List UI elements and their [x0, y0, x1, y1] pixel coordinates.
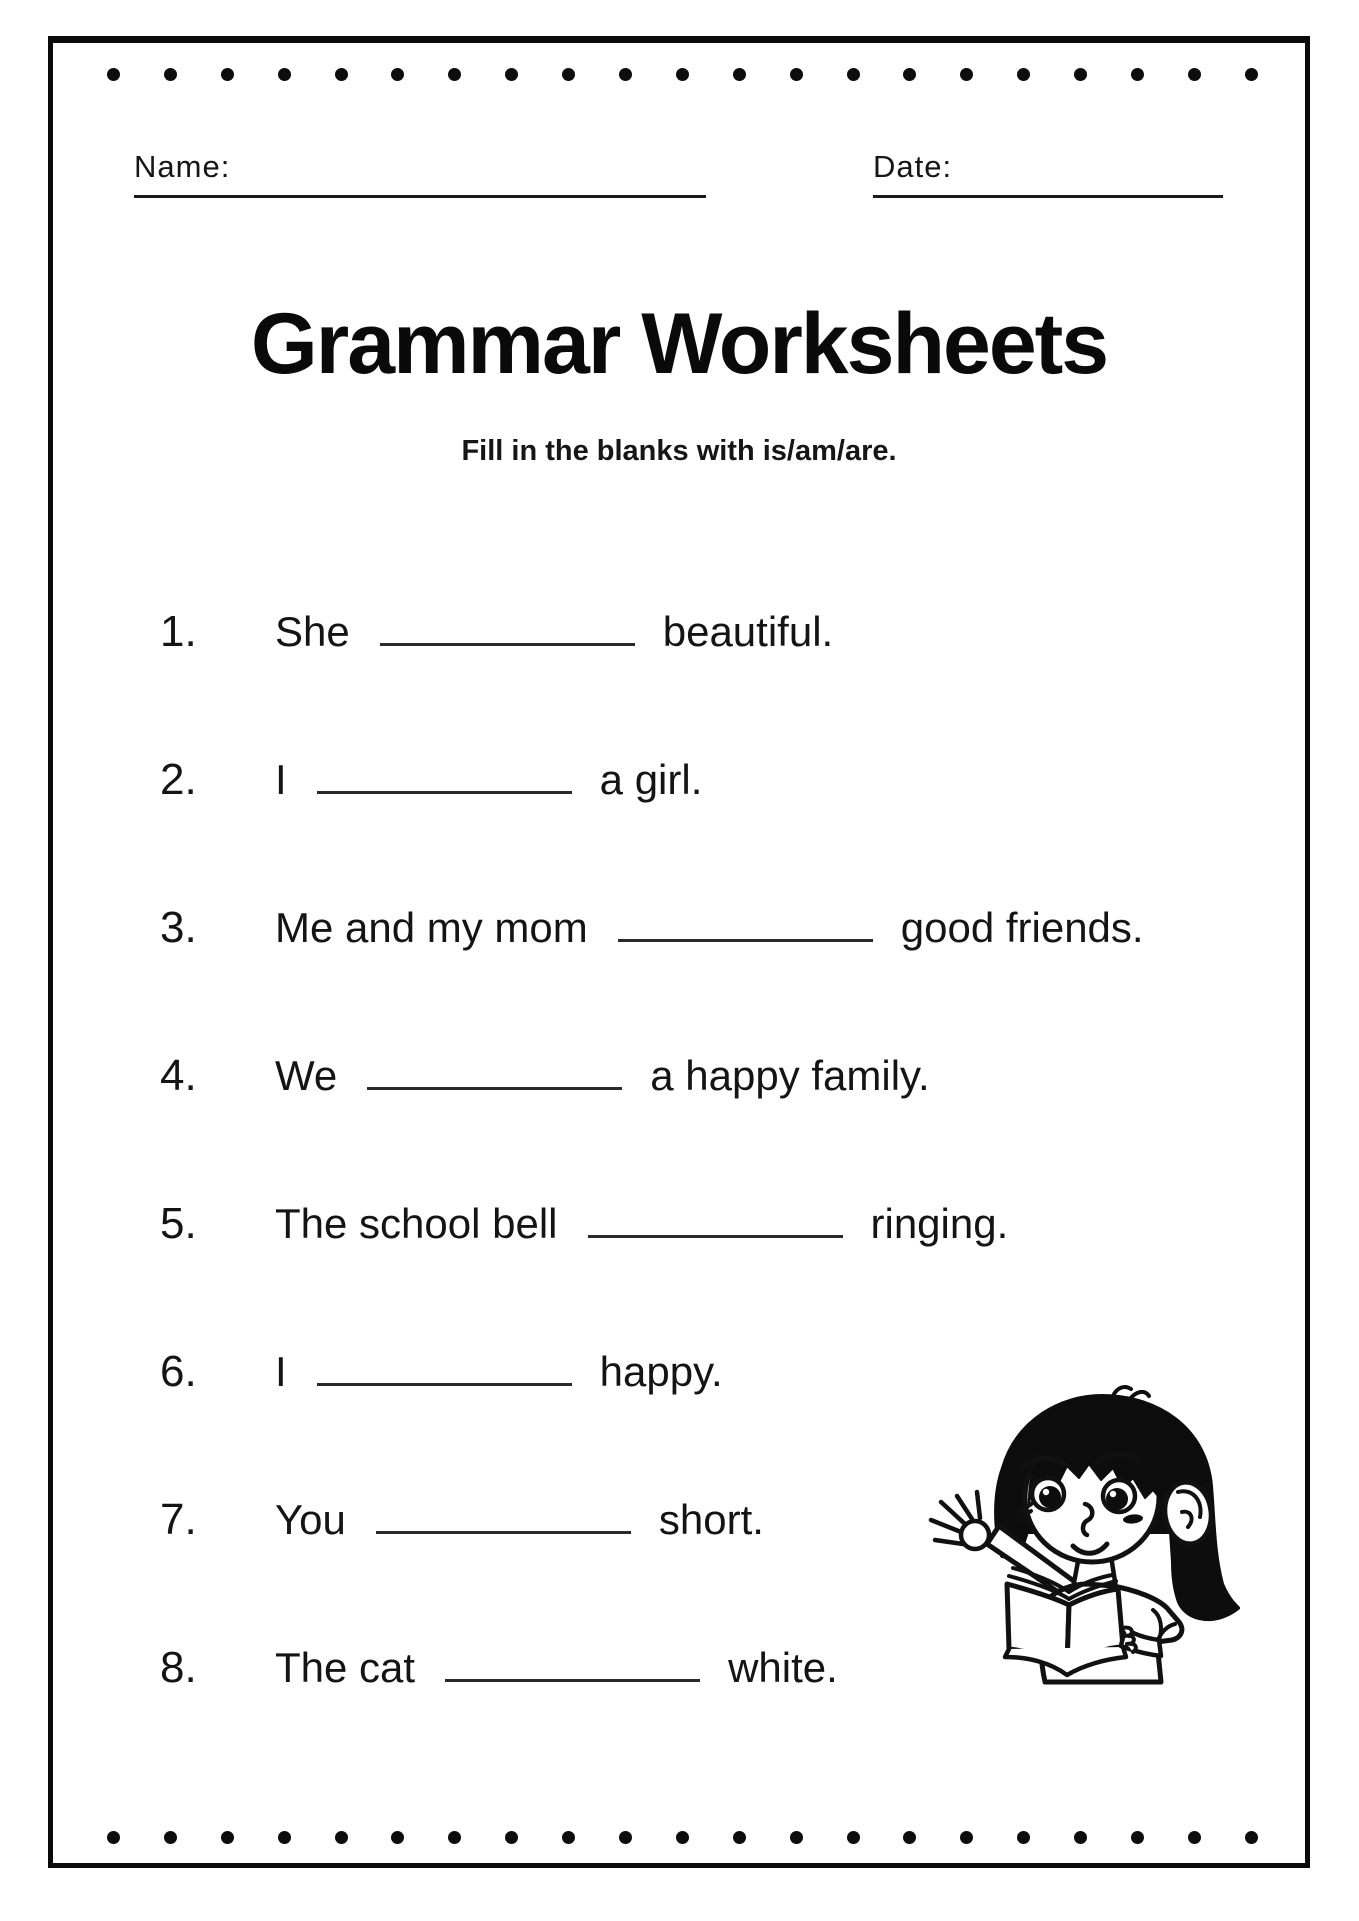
decorative-dot — [1245, 68, 1258, 81]
decorative-dot — [1017, 68, 1030, 81]
question-text: She beautiful. — [275, 608, 834, 655]
question-row — [53, 1196, 1285, 1254]
answer-blank[interactable] — [445, 1645, 700, 1682]
decorative-dot — [221, 1831, 234, 1844]
question-number: 7. — [160, 1495, 197, 1544]
decorative-dot — [164, 1831, 177, 1844]
answer-blank[interactable] — [618, 905, 873, 942]
worksheet-border — [48, 36, 1310, 1868]
question-row — [53, 752, 1285, 810]
name-line[interactable] — [134, 195, 706, 198]
question-number: 4. — [160, 1051, 197, 1100]
question-text: I a girl. — [275, 756, 703, 803]
decorative-dot — [562, 68, 575, 81]
question-text: The school bell ringing. — [275, 1200, 1009, 1247]
decorative-dot — [107, 1831, 120, 1844]
decorative-dot — [733, 68, 746, 81]
decorative-dot — [903, 1831, 916, 1844]
decorative-dots-bottom — [107, 1831, 1258, 1844]
decorative-dot — [790, 1831, 803, 1844]
girl-reading-illustration — [917, 1384, 1247, 1714]
decorative-dot — [847, 1831, 860, 1844]
name-label: Name: — [134, 149, 231, 184]
decorative-dot — [847, 68, 860, 81]
answer-blank[interactable] — [588, 1201, 843, 1238]
question-text: The cat white. — [275, 1644, 838, 1691]
question-row — [53, 1048, 1285, 1106]
decorative-dot — [391, 1831, 404, 1844]
decorative-dot — [733, 1831, 746, 1844]
decorative-dot — [562, 1831, 575, 1844]
answer-blank[interactable] — [317, 757, 572, 794]
question-text: Me and my mom good friends. — [275, 904, 1144, 951]
decorative-dot — [1074, 1831, 1087, 1844]
question-row — [53, 900, 1285, 958]
decorative-dot — [391, 68, 404, 81]
decorative-dot — [448, 1831, 461, 1844]
decorative-dot — [790, 68, 803, 81]
decorative-dot — [1188, 68, 1201, 81]
decorative-dot — [335, 68, 348, 81]
question-number: 1. — [160, 607, 197, 656]
decorative-dot — [335, 1831, 348, 1844]
question-row — [53, 604, 1285, 662]
decorative-dot — [1188, 1831, 1201, 1844]
decorative-dot — [1131, 1831, 1144, 1844]
answer-blank[interactable] — [317, 1349, 572, 1386]
decorative-dot — [505, 68, 518, 81]
decorative-dot — [164, 68, 177, 81]
question-number: 3. — [160, 903, 197, 952]
decorative-dot — [676, 1831, 689, 1844]
question-number: 8. — [160, 1643, 197, 1692]
decorative-dot — [903, 68, 916, 81]
question-number: 2. — [160, 755, 197, 804]
decorative-dot — [278, 1831, 291, 1844]
decorative-dots-top — [107, 68, 1258, 81]
decorative-dot — [1017, 1831, 1030, 1844]
decorative-dot — [505, 1831, 518, 1844]
decorative-dot — [960, 1831, 973, 1844]
decorative-dot — [1074, 68, 1087, 81]
name-field — [134, 149, 706, 185]
question-text: You short. — [275, 1496, 764, 1543]
question-text: I happy. — [275, 1348, 723, 1395]
question-text: We a happy family. — [275, 1052, 930, 1099]
answer-blank[interactable] — [376, 1497, 631, 1534]
question-number: 6. — [160, 1347, 197, 1396]
answer-blank[interactable] — [380, 609, 635, 646]
decorative-dot — [278, 68, 291, 81]
decorative-dot — [1245, 1831, 1258, 1844]
decorative-dot — [448, 68, 461, 81]
decorative-dot — [619, 1831, 632, 1844]
decorative-dot — [107, 68, 120, 81]
date-label: Date: — [873, 149, 953, 184]
decorative-dot — [221, 68, 234, 81]
decorative-dot — [960, 68, 973, 81]
decorative-dot — [1131, 68, 1144, 81]
page-title: Grammar Worksheets — [250, 296, 1108, 392]
answer-blank[interactable] — [367, 1053, 622, 1090]
question-number: 5. — [160, 1199, 197, 1248]
instructions: Fill in the blanks with is/am/are. — [461, 435, 897, 467]
date-line[interactable] — [873, 195, 1223, 198]
decorative-dot — [619, 68, 632, 81]
date-field — [873, 149, 1223, 185]
decorative-dot — [676, 68, 689, 81]
